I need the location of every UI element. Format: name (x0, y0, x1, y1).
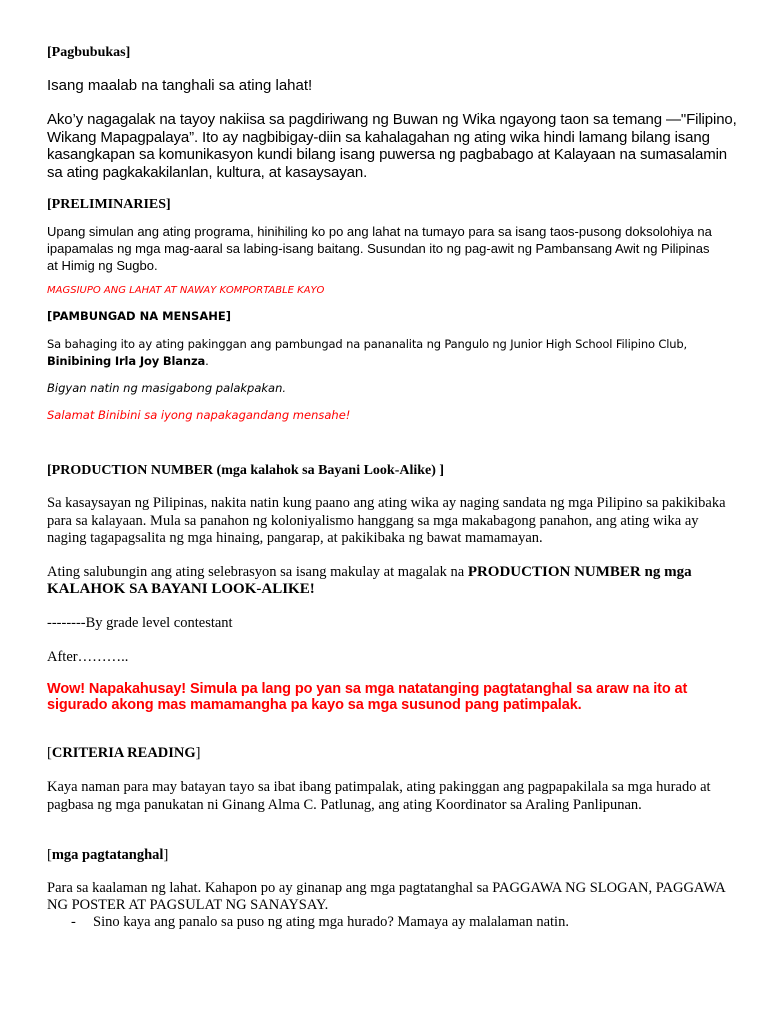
preliminaries-heading: [PRELIMINARIES] (47, 197, 171, 212)
grade-level-line: --------By grade level contestant (47, 615, 233, 631)
preliminaries-paragraph: Upang simulan ang ating programa, hinihiling ko po ang lahat na tumayo para sa isang taos-pusong doksolohiya na ipapamalas ng mga mag-aaral sa labing-isang baitang. Susundan ito ng pag-awit ng Pambansang Awit ng Pilipinas at Himig ng Sugbo. (47, 224, 712, 273)
red-note-magsiupo: MAGSIUPO ANG LAHAT AT NAWAY KOMPORTABLE KAYO (47, 285, 325, 296)
bullet-text: Sino kaya ang panalo sa puso ng ating mga hurado? Mamaya ay malalaman natin. (93, 914, 569, 930)
bracket-close: ] (163, 847, 169, 863)
greeting: Isang maalab na tanghali sa ating lahat! (47, 77, 313, 94)
history-paragraph: Sa kasaysayan ng Pilipinas, nakita natin kung paano ang ating wika ay naging sandata ng mga Pilipino sa pakikibaka para sa kalayaan. Mula sa panahon ng koloniyalismo hanggang sa mga makabagong panahon, ang ating wika ay naging tagapagsalita ng mga hinaing, pangarap, at pakikibaka ng bawat mamamayan. (47, 495, 726, 546)
speaker-name: Binibining Irla Joy Blanza (47, 354, 206, 368)
pambungad-text: Sa bahaging ito ay ating pakinggan ang pambungad na pananalita ng Pangulo ng Junior High School Filipino Club, (47, 337, 688, 351)
production-heading: [PRODUCTION NUMBER (mga kalahok sa Bayani Look-Alike) ] (47, 463, 445, 478)
pambungad-paragraph (47, 336, 727, 370)
bullet-dash: - (71, 914, 76, 930)
after-line: After……….. (47, 649, 129, 665)
list-item (47, 914, 727, 931)
pambungad-heading: [PAMBUNGAD NA MENSAHE] (47, 309, 231, 323)
bracket-open: [ (47, 847, 52, 863)
pagtatanghal-heading (47, 846, 727, 864)
pagtatanghal-label: mga pagtatanghal (51, 847, 164, 863)
criteria-heading (47, 744, 727, 762)
period: . (205, 354, 209, 368)
pagtatanghal-paragraph: Para sa kaalaman ng lahat. Kahapon po ay ginanap ang mga pagtatanghal sa PAGGAWA NG SLOGAN, PAGGAWA NG POSTER AT PAGSULAT NG SANAYSAY. (47, 880, 725, 913)
criteria-paragraph: Kaya naman para may batayan tayo sa ibat ibang patimpalak, ating pakinggan ang pagpapakilala sa mga hurado at pagbasa ng mga panukatan ni Ginang Alma C. Patlunag, ang ating Koordinator sa Araling Panlipunan. (47, 779, 711, 813)
welcome-bold: PRODUCTION NUMBER ng mga KALAHOK SA BAYANI LOOK-ALIKE! (47, 564, 692, 597)
applause-line: Bigyan natin ng masigabong palakpakan. (47, 381, 287, 395)
criteria-label: CRITERIA READING (51, 745, 196, 761)
welcome-paragraph (47, 564, 727, 598)
intro-paragraph: Ako’y nagagalak na tayoy nakiisa sa pagdiriwang ng Buwan ng Wika ngayong taon sa temang —"Filipino, Wikang Mapagpalaya”. Ito ay nagbibigay-diin sa kahalagahan ng ating wika hindi lamang bilang isang kasangkapan sa komunikasyon kundi bilang isang puwersa ng pagbabago at Kalayaan na sumasalamin sa ating pagkakakilanlan, kultura, at kasaysayan. (47, 111, 737, 181)
bracket-close: ] (195, 745, 201, 761)
thanks-line: Salamat Binibini sa iyong napakagandang mensahe! (47, 408, 351, 422)
pagbubukas-heading: [Pagbubukas] (47, 45, 131, 60)
welcome-text: Ating salubungin ang ating selebrasyon sa isang makulay at magalak na (47, 564, 468, 580)
wow-paragraph: Wow! Napakahusay! Simula pa lang po yan sa mga natatanging pagtatanghal sa araw na ito at sigurado akong mas mamamangha pa kayo sa mga susunod pang patimpalak. (47, 681, 688, 713)
bracket-open: [ (47, 745, 52, 761)
